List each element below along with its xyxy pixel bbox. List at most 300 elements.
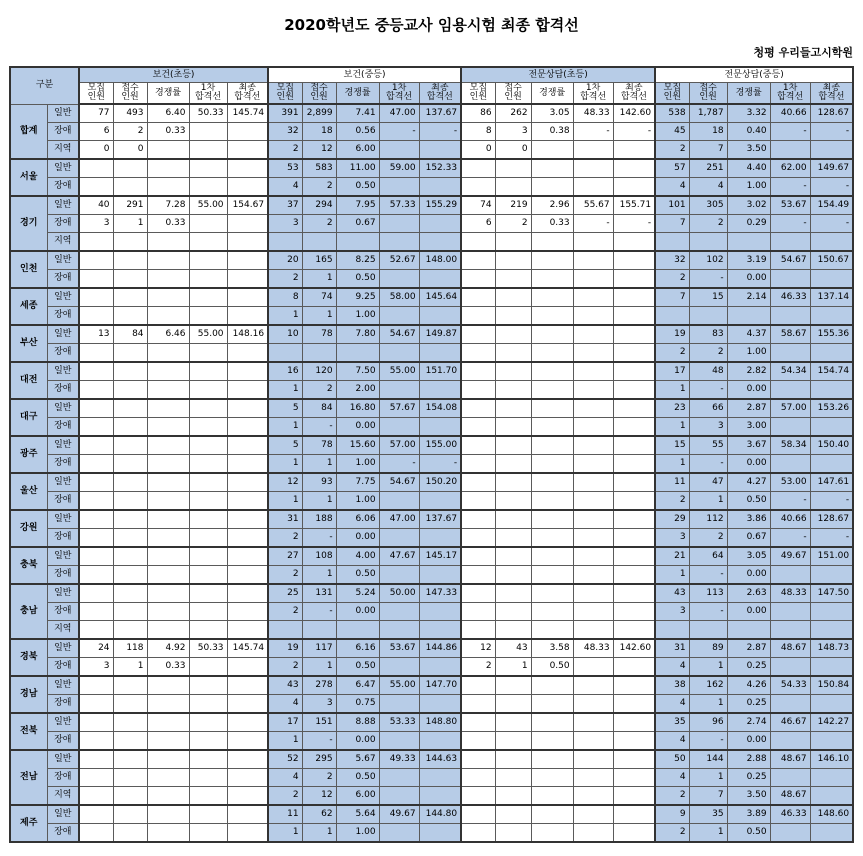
table-cell xyxy=(573,732,613,751)
table-cell: 62 xyxy=(302,805,336,824)
table-cell xyxy=(147,769,189,787)
table-cell: 4.27 xyxy=(727,473,770,492)
table-cell: 37 xyxy=(268,196,302,215)
table-cell: 128.67 xyxy=(810,104,853,123)
table-cell: 46.33 xyxy=(770,288,810,307)
table-cell xyxy=(302,621,336,640)
table-cell: - xyxy=(689,270,727,289)
table-row xyxy=(10,529,853,548)
table-cell: 49.67 xyxy=(379,805,419,824)
table-cell xyxy=(461,787,495,806)
table-cell xyxy=(613,732,655,751)
table-cell xyxy=(79,233,113,252)
table-cell: 48.67 xyxy=(770,750,810,769)
table-cell xyxy=(531,270,573,289)
table-cell xyxy=(531,251,573,270)
table-cell: 1 xyxy=(268,455,302,474)
table-cell xyxy=(189,584,227,603)
table-cell xyxy=(613,418,655,437)
header-subcol-line2: 인원 xyxy=(699,92,717,102)
table-cell xyxy=(495,492,531,511)
table-cell: 57 xyxy=(655,159,689,178)
header-subcol-line2: 인원 xyxy=(276,92,294,102)
table-cell xyxy=(810,344,853,363)
table-cell xyxy=(227,251,268,270)
table-cell: 9 xyxy=(655,805,689,824)
table-cell xyxy=(531,233,573,252)
region-label: 부산 xyxy=(10,325,47,362)
type-label: 지역 xyxy=(47,233,79,252)
table-cell: 147.50 xyxy=(810,584,853,603)
header-subcol-line1: 1차 xyxy=(782,83,798,93)
header-subcol xyxy=(302,83,336,105)
table-cell xyxy=(531,436,573,455)
table-cell: - xyxy=(810,529,853,548)
table-cell xyxy=(689,233,727,252)
table-cell xyxy=(147,381,189,400)
header-subcol-line2: 합격선 xyxy=(620,92,647,102)
table-cell xyxy=(79,307,113,326)
table-cell xyxy=(147,584,189,603)
table-cell xyxy=(79,381,113,400)
table-cell xyxy=(531,584,573,603)
table-cell: 54.67 xyxy=(379,473,419,492)
table-cell xyxy=(113,547,147,566)
table-cell: 2.87 xyxy=(727,399,770,418)
header-gubun: 구분 xyxy=(10,67,79,104)
table-cell xyxy=(770,233,810,252)
table-cell: 144.80 xyxy=(419,805,461,824)
table-cell xyxy=(113,307,147,326)
table-cell xyxy=(227,787,268,806)
table-cell xyxy=(147,141,189,160)
table-cell: 151.00 xyxy=(810,547,853,566)
table-cell: 7 xyxy=(655,288,689,307)
table-cell: 10 xyxy=(268,325,302,344)
table-cell: 48.67 xyxy=(770,639,810,658)
table-cell xyxy=(189,547,227,566)
table-cell xyxy=(227,141,268,160)
table-cell xyxy=(189,787,227,806)
table-cell xyxy=(770,658,810,677)
table-cell: 0.33 xyxy=(531,215,573,233)
table-cell xyxy=(79,344,113,363)
table-cell xyxy=(495,510,531,529)
table-cell xyxy=(147,510,189,529)
header-subcol xyxy=(113,83,147,105)
table-cell: 31 xyxy=(268,510,302,529)
table-cell xyxy=(573,566,613,585)
table-cell: 2 xyxy=(689,215,727,233)
table-cell xyxy=(461,695,495,714)
table-cell xyxy=(227,750,268,769)
header-subcol-line1: 최종 xyxy=(822,83,841,93)
table-cell: 50.33 xyxy=(189,104,227,123)
table-cell xyxy=(495,288,531,307)
table-cell xyxy=(79,288,113,307)
table-cell: 47 xyxy=(689,473,727,492)
table-cell: 62.00 xyxy=(770,159,810,178)
table-cell: 294 xyxy=(302,196,336,215)
table-cell: 27 xyxy=(268,547,302,566)
table-cell xyxy=(531,325,573,344)
table-cell xyxy=(531,676,573,695)
table-cell xyxy=(770,695,810,714)
table-cell xyxy=(613,344,655,363)
table-cell: 7.41 xyxy=(336,104,379,123)
table-cell: 278 xyxy=(302,676,336,695)
table-cell: 142.27 xyxy=(810,713,853,732)
table-cell: 3.05 xyxy=(727,547,770,566)
table-cell xyxy=(227,473,268,492)
table-cell: 0.00 xyxy=(727,603,770,621)
table-cell xyxy=(79,676,113,695)
table-cell: 0.00 xyxy=(727,381,770,400)
header-subcol-line1: 1차 xyxy=(200,83,216,93)
table-cell: 1 xyxy=(689,658,727,677)
table-cell: 155.00 xyxy=(419,436,461,455)
table-cell: 154.74 xyxy=(810,362,853,381)
table-cell: 9.25 xyxy=(336,288,379,307)
table-cell: 155.71 xyxy=(613,196,655,215)
table-cell xyxy=(379,233,419,252)
table-cell xyxy=(189,621,227,640)
table-cell: 538 xyxy=(655,104,689,123)
region-label: 제주 xyxy=(10,805,47,842)
table-cell xyxy=(227,676,268,695)
table-cell: - xyxy=(613,123,655,141)
table-cell: 151.70 xyxy=(419,362,461,381)
table-cell: 53.67 xyxy=(379,639,419,658)
type-label: 일반 xyxy=(47,288,79,307)
type-label: 지역 xyxy=(47,621,79,640)
table-cell xyxy=(770,344,810,363)
table-cell: 2 xyxy=(461,658,495,677)
type-label: 일반 xyxy=(47,325,79,344)
table-cell xyxy=(419,732,461,751)
table-cell: 219 xyxy=(495,196,531,215)
table-cell: 3.02 xyxy=(727,196,770,215)
table-cell: 2,899 xyxy=(302,104,336,123)
table-cell xyxy=(189,492,227,511)
table-cell: 3.05 xyxy=(531,104,573,123)
table-cell xyxy=(113,824,147,843)
table-row xyxy=(10,750,853,769)
table-cell xyxy=(461,492,495,511)
region-label: 세종 xyxy=(10,288,47,325)
table-cell: 4.00 xyxy=(336,547,379,566)
table-cell: - xyxy=(770,178,810,197)
table-row xyxy=(10,473,853,492)
table-cell xyxy=(810,658,853,677)
table-cell xyxy=(461,824,495,843)
type-label: 일반 xyxy=(47,510,79,529)
table-cell: 131 xyxy=(302,584,336,603)
table-cell: 1.00 xyxy=(336,824,379,843)
table-cell: 18 xyxy=(689,123,727,141)
table-cell: 4.26 xyxy=(727,676,770,695)
table-cell xyxy=(613,621,655,640)
table-cell: 6.16 xyxy=(336,639,379,658)
type-label: 지역 xyxy=(47,141,79,160)
type-label: 장애 xyxy=(47,529,79,548)
table-cell: 4 xyxy=(655,658,689,677)
table-cell xyxy=(613,362,655,381)
table-cell xyxy=(79,547,113,566)
table-cell: 3 xyxy=(689,418,727,437)
table-cell: 147.70 xyxy=(419,676,461,695)
table-cell xyxy=(336,621,379,640)
type-label: 일반 xyxy=(47,159,79,178)
table-cell: 2.14 xyxy=(727,288,770,307)
table-cell xyxy=(461,344,495,363)
table-cell: 262 xyxy=(495,104,531,123)
table-cell xyxy=(189,307,227,326)
table-cell: 305 xyxy=(689,196,727,215)
table-cell: - xyxy=(419,123,461,141)
table-cell: 1,787 xyxy=(689,104,727,123)
table-cell: 391 xyxy=(268,104,302,123)
table-cell: 5.64 xyxy=(336,805,379,824)
header-subcol xyxy=(419,83,461,105)
table-cell: 40.66 xyxy=(770,510,810,529)
table-cell: 1 xyxy=(302,492,336,511)
table-cell: 3 xyxy=(268,215,302,233)
table-cell: 0.00 xyxy=(727,732,770,751)
table-cell xyxy=(419,621,461,640)
table-cell: 2 xyxy=(495,215,531,233)
table-cell xyxy=(79,824,113,843)
table-cell xyxy=(613,159,655,178)
table-cell xyxy=(573,695,613,714)
table-cell: 1 xyxy=(268,492,302,511)
table-cell: 0.00 xyxy=(336,603,379,621)
table-cell xyxy=(613,787,655,806)
table-cell: 1 xyxy=(302,824,336,843)
table-cell xyxy=(113,418,147,437)
table-cell xyxy=(461,288,495,307)
table-cell: 43 xyxy=(268,676,302,695)
table-cell: 12 xyxy=(302,141,336,160)
table-cell xyxy=(495,695,531,714)
table-cell: 15 xyxy=(655,436,689,455)
table-cell xyxy=(268,344,302,363)
header-subcol-line2: 합격선 xyxy=(818,92,845,102)
table-cell xyxy=(461,584,495,603)
table-cell xyxy=(379,658,419,677)
table-cell: 155.36 xyxy=(810,325,853,344)
table-row xyxy=(10,695,853,714)
type-label: 장애 xyxy=(47,603,79,621)
table-cell xyxy=(147,566,189,585)
table-cell: 1.00 xyxy=(336,492,379,511)
table-cell xyxy=(495,251,531,270)
table-row xyxy=(10,159,853,178)
table-cell: - xyxy=(810,215,853,233)
table-cell: 52.67 xyxy=(379,251,419,270)
table-cell xyxy=(227,270,268,289)
table-cell xyxy=(495,159,531,178)
table-cell xyxy=(531,362,573,381)
table-cell: 8.88 xyxy=(336,713,379,732)
type-label: 일반 xyxy=(47,713,79,732)
table-cell xyxy=(810,418,853,437)
table-cell xyxy=(613,473,655,492)
table-cell: 137.67 xyxy=(419,510,461,529)
table-cell xyxy=(573,805,613,824)
table-cell: 145.74 xyxy=(227,639,268,658)
table-cell: - xyxy=(810,123,853,141)
table-cell xyxy=(79,621,113,640)
table-cell xyxy=(379,178,419,197)
table-cell: 4 xyxy=(655,769,689,787)
table-cell xyxy=(189,141,227,160)
table-cell: 1 xyxy=(268,418,302,437)
table-cell xyxy=(495,732,531,751)
table-cell xyxy=(268,621,302,640)
table-cell xyxy=(227,805,268,824)
table-cell xyxy=(495,713,531,732)
type-label: 지역 xyxy=(47,787,79,806)
table-cell: 12 xyxy=(302,787,336,806)
table-cell: 1.00 xyxy=(336,307,379,326)
table-cell: 0.00 xyxy=(727,455,770,474)
table-cell xyxy=(613,805,655,824)
table-cell xyxy=(531,621,573,640)
table-cell: 59.00 xyxy=(379,159,419,178)
type-label: 장애 xyxy=(47,695,79,714)
table-cell: 3 xyxy=(79,215,113,233)
table-cell: - xyxy=(302,732,336,751)
table-cell xyxy=(573,455,613,474)
table-cell xyxy=(531,547,573,566)
table-cell xyxy=(655,621,689,640)
table-cell: 145.17 xyxy=(419,547,461,566)
table-cell: 2 xyxy=(268,658,302,677)
table-cell: 47.00 xyxy=(379,104,419,123)
table-cell: - xyxy=(770,215,810,233)
table-row xyxy=(10,603,853,621)
header-subcol-line2: 인원 xyxy=(310,92,328,102)
table-cell: 3.00 xyxy=(727,418,770,437)
table-cell xyxy=(495,399,531,418)
table-cell xyxy=(189,251,227,270)
table-cell: 53.67 xyxy=(770,196,810,215)
table-cell xyxy=(531,787,573,806)
table-cell: 2.96 xyxy=(531,196,573,215)
table-cell xyxy=(113,621,147,640)
table-cell: 154.67 xyxy=(227,196,268,215)
table-cell: 2 xyxy=(655,824,689,843)
table-cell: 146.10 xyxy=(810,750,853,769)
table-cell: 1 xyxy=(495,658,531,677)
table-cell xyxy=(79,732,113,751)
header-subcol-line1: 경쟁률 xyxy=(344,87,371,98)
table-cell xyxy=(227,436,268,455)
header-subcol xyxy=(79,83,113,105)
table-cell xyxy=(573,418,613,437)
table-cell xyxy=(189,566,227,585)
table-cell xyxy=(573,824,613,843)
table-cell: 57.00 xyxy=(379,436,419,455)
table-cell: 102 xyxy=(689,251,727,270)
table-cell xyxy=(573,399,613,418)
table-cell: 2.63 xyxy=(727,584,770,603)
table-cell: 150.20 xyxy=(419,473,461,492)
table-cell xyxy=(379,769,419,787)
table-cell: 0.50 xyxy=(727,824,770,843)
table-cell: 493 xyxy=(113,104,147,123)
table-cell xyxy=(79,750,113,769)
table-cell xyxy=(189,824,227,843)
table-cell xyxy=(461,307,495,326)
table-cell xyxy=(613,676,655,695)
table-cell xyxy=(531,455,573,474)
table-cell: 2 xyxy=(268,270,302,289)
table-cell xyxy=(613,492,655,511)
table-cell: 12 xyxy=(461,639,495,658)
table-cell xyxy=(227,381,268,400)
table-cell xyxy=(531,566,573,585)
table-cell xyxy=(336,233,379,252)
table-cell: 153.26 xyxy=(810,399,853,418)
table-cell xyxy=(461,805,495,824)
table-cell: 150.67 xyxy=(810,251,853,270)
header-subcol-line2: 합격선 xyxy=(234,92,261,102)
table-cell xyxy=(613,547,655,566)
table-cell: 144.86 xyxy=(419,639,461,658)
table-cell: 291 xyxy=(113,196,147,215)
header-subcol-line2: 인원 xyxy=(663,92,682,102)
table-cell: 57.67 xyxy=(379,399,419,418)
table-cell: 50.00 xyxy=(379,584,419,603)
table-cell xyxy=(495,584,531,603)
header-subcol xyxy=(689,83,727,105)
table-cell xyxy=(573,233,613,252)
table-cell xyxy=(573,270,613,289)
table-cell xyxy=(79,695,113,714)
table-cell xyxy=(227,658,268,677)
table-cell xyxy=(268,233,302,252)
table-row xyxy=(10,676,853,695)
table-cell: - xyxy=(770,123,810,141)
table-cell xyxy=(419,418,461,437)
header-subcol xyxy=(727,83,770,105)
table-cell xyxy=(227,603,268,621)
table-cell: 29 xyxy=(655,510,689,529)
table-cell xyxy=(379,787,419,806)
table-cell xyxy=(613,658,655,677)
table-row xyxy=(10,566,853,585)
table-cell xyxy=(79,159,113,178)
table-cell: 2 xyxy=(268,566,302,585)
table-cell xyxy=(189,732,227,751)
table-cell: 128.67 xyxy=(810,510,853,529)
table-cell: 7 xyxy=(689,141,727,160)
table-cell xyxy=(573,344,613,363)
table-cell: 4 xyxy=(268,695,302,714)
table-cell xyxy=(573,141,613,160)
table-cell xyxy=(613,566,655,585)
table-cell: 52 xyxy=(268,750,302,769)
table-cell xyxy=(189,288,227,307)
table-cell xyxy=(113,473,147,492)
type-label: 장애 xyxy=(47,658,79,677)
table-cell xyxy=(495,344,531,363)
table-cell xyxy=(419,492,461,511)
table-cell xyxy=(189,713,227,732)
table-cell: 7.95 xyxy=(336,196,379,215)
